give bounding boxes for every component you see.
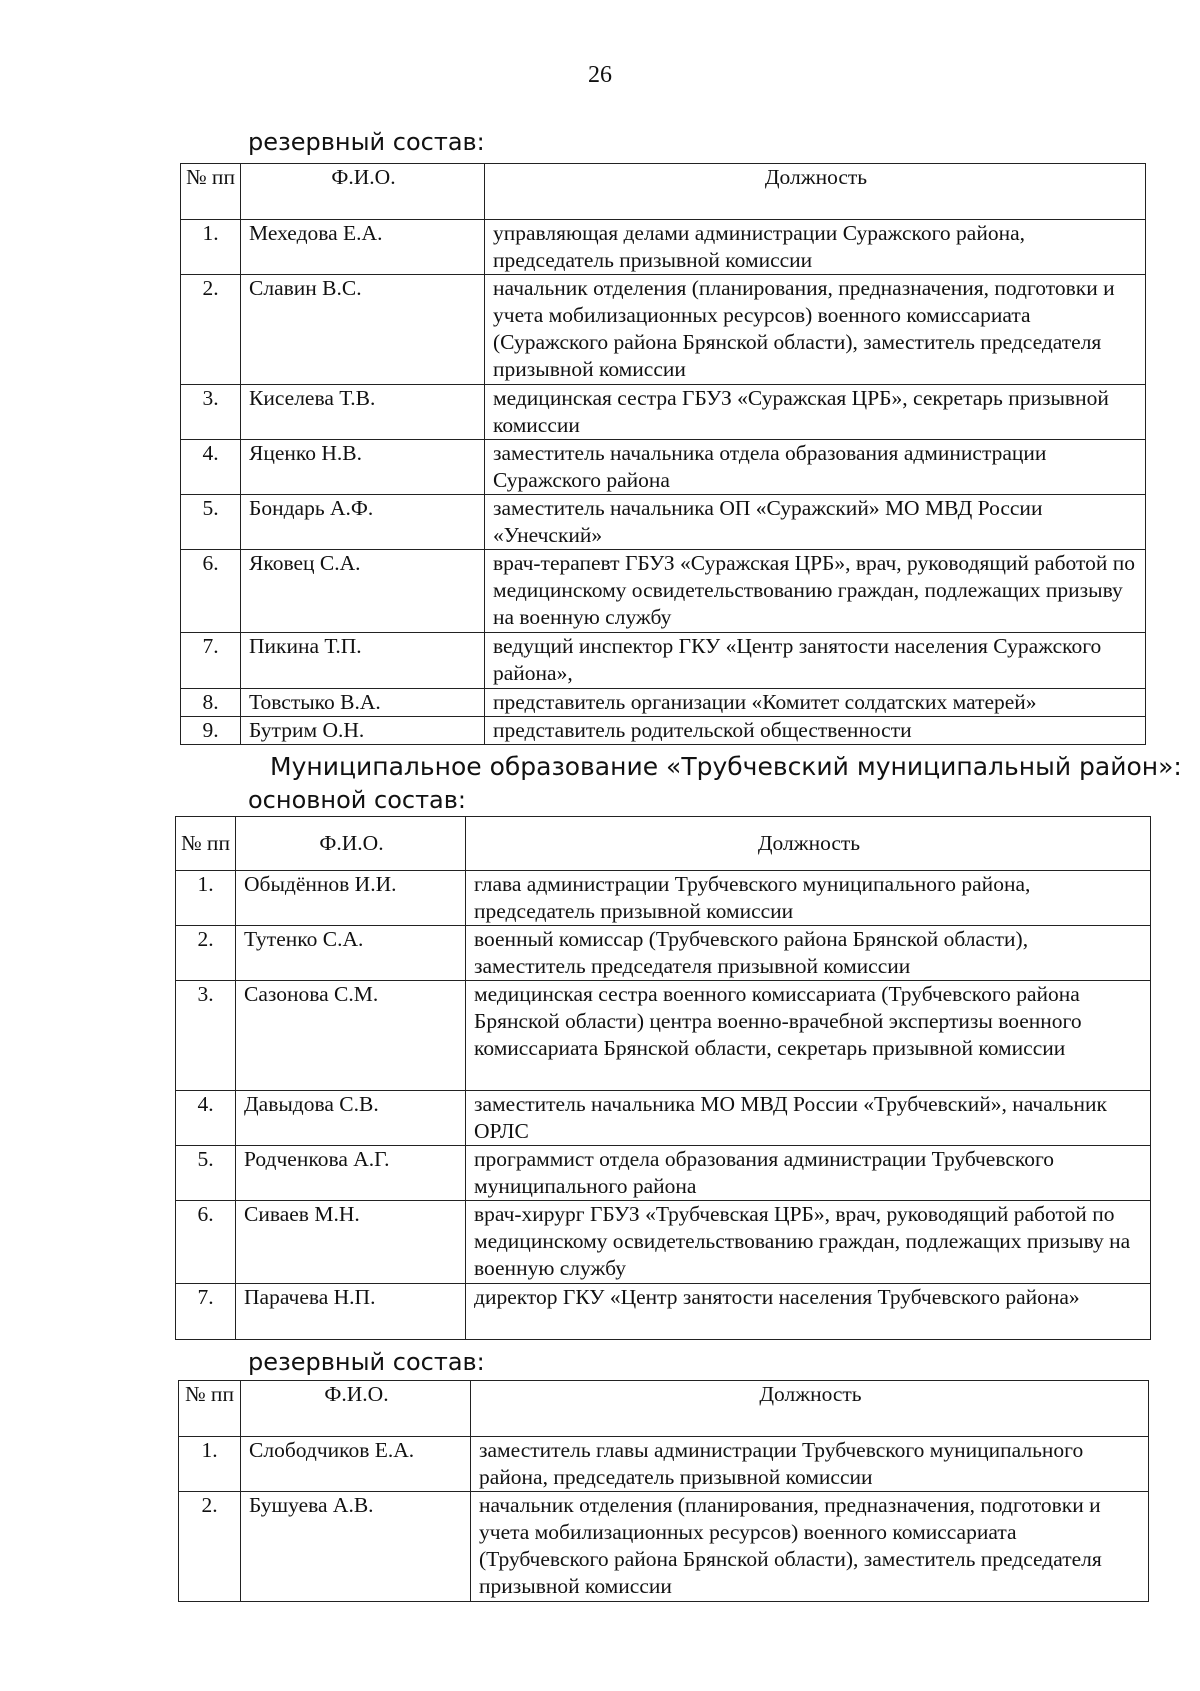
row-position: врач-хирург ГБУЗ «Трубчевская ЦРБ», врач, руководящий работой по медицинскому освидетельствованию граждан, подлежащих призыву на военную службу [466,1201,1151,1284]
table-row [179,1437,1149,1492]
row-position: управляющая делами администрации Суражского района, председатель призывной комиссии [485,220,1146,275]
row-name: Тутенко С.А. [236,926,466,981]
row-number: 4. [181,440,241,495]
table-row [176,981,1151,1091]
table-row [181,717,1146,745]
section-caption: основной состав: [248,786,466,814]
row-number: 7. [176,1284,236,1340]
table-row [181,220,1146,275]
reserve-table-surazh [180,163,1146,745]
header-position: Должность [466,817,1151,871]
section-caption: резервный состав: [248,128,485,156]
row-position: начальник отделения (планирования, предназначения, подготовки и учета мобилизационных ресурсов) военного комиссариата (Суражского района Брянской области), заместитель председателя призывной комиссии [485,275,1146,385]
row-number: 6. [181,550,241,633]
row-name: Мехедова Е.А. [241,220,485,275]
row-position: программист отдела образования администрации Трубчевского муниципального района [466,1146,1151,1201]
row-name: Бутрим О.Н. [241,717,485,745]
header-position: Должность [485,164,1146,220]
table-row [181,633,1146,689]
table-row [181,550,1146,633]
table-row [181,275,1146,385]
header-number: № пп [179,1381,241,1437]
row-position: заместитель начальника ОП «Суражский» МО МВД России «Унечский» [485,495,1146,550]
row-name: Бушуева А.В. [241,1492,471,1602]
table-row [176,926,1151,981]
row-number: 2. [176,926,236,981]
row-position: начальник отделения (планирования, предназначения, подготовки и учета мобилизационных ресурсов) военного комиссариата (Трубчевского района Брянской области), заместитель председателя призывной комиссии [471,1492,1149,1602]
header-position: Должность [471,1381,1149,1437]
table-row [181,440,1146,495]
row-number: 1. [179,1437,241,1492]
row-name: Парачева Н.П. [236,1284,466,1340]
row-position: заместитель начальника МО МВД России «Трубчевский», начальник ОРЛС [466,1091,1151,1146]
row-position: медицинская сестра ГБУЗ «Суражская ЦРБ», секретарь призывной комиссии [485,385,1146,440]
header-name: Ф.И.О. [241,1381,471,1437]
row-position: глава администрации Трубчевского муниципального района, председатель призывной комиссии [466,871,1151,926]
header-number: № пп [181,164,241,220]
row-number: 3. [176,981,236,1091]
row-name: Киселева Т.В. [241,385,485,440]
row-name: Славин В.С. [241,275,485,385]
row-position: ведущий инспектор ГКУ «Центр занятости населения Суражского района», [485,633,1146,689]
row-name: Слободчиков Е.А. [241,1437,471,1492]
row-position: заместитель главы администрации Трубчевского муниципального района, председатель призывной комиссии [471,1437,1149,1492]
section-caption: резервный состав: [248,1348,485,1376]
main-table-trubchevsk [175,816,1151,1340]
row-name: Бондарь А.Ф. [241,495,485,550]
row-name: Товстыко В.А. [241,689,485,717]
row-position: врач-терапевт ГБУЗ «Суражская ЦРБ», врач, руководящий работой по медицинскому освидетельствованию граждан, подлежащих призыву на военную службу [485,550,1146,633]
header-name: Ф.И.О. [241,164,485,220]
row-position: заместитель начальника отдела образования администрации Суражского района [485,440,1146,495]
row-name: Родченкова А.Г. [236,1146,466,1201]
row-number: 9. [181,717,241,745]
header-name: Ф.И.О. [236,817,466,871]
row-name: Яценко Н.В. [241,440,485,495]
table-row [179,1492,1149,1602]
table-row [181,385,1146,440]
table-row [176,1091,1151,1146]
row-position: военный комиссар (Трубчевского района Брянской области), заместитель председателя призывной комиссии [466,926,1151,981]
row-number: 4. [176,1091,236,1146]
row-number: 6. [176,1201,236,1284]
row-name: Пикина Т.П. [241,633,485,689]
row-number: 7. [181,633,241,689]
row-number: 2. [179,1492,241,1602]
row-number: 3. [181,385,241,440]
table-row [176,871,1151,926]
row-number: 5. [181,495,241,550]
row-position: директор ГКУ «Центр занятости населения Трубчевского района» [466,1284,1151,1340]
row-name: Сазонова С.М. [236,981,466,1091]
row-position: представитель родительской общественности [485,717,1146,745]
page-number: 26 [588,62,612,88]
row-name: Яковец С.А. [241,550,485,633]
row-number: 1. [176,871,236,926]
table-row [181,495,1146,550]
table-row [176,1146,1151,1201]
row-number: 5. [176,1146,236,1201]
table-row [176,1284,1151,1340]
reserve-table-trubchevsk [178,1380,1149,1602]
row-name: Сиваев М.Н. [236,1201,466,1284]
row-name: Давыдова С.В. [236,1091,466,1146]
row-position: представитель организации «Комитет солдатских матерей» [485,689,1146,717]
row-number: 8. [181,689,241,717]
row-number: 1. [181,220,241,275]
row-position: медицинская сестра военного комиссариата (Трубчевского района Брянской области) центра военно-врачебной экспертизы военного комиссариата Брянской области, секретарь призывной комиссии [466,981,1151,1091]
header-number: № пп [176,817,236,871]
table-row [181,689,1146,717]
row-number: 2. [181,275,241,385]
municipality-heading: Муниципальное образование «Трубчевский муниципальный район»: [270,752,1182,781]
row-name: Обыдённов И.И. [236,871,466,926]
table-row [176,1201,1151,1284]
